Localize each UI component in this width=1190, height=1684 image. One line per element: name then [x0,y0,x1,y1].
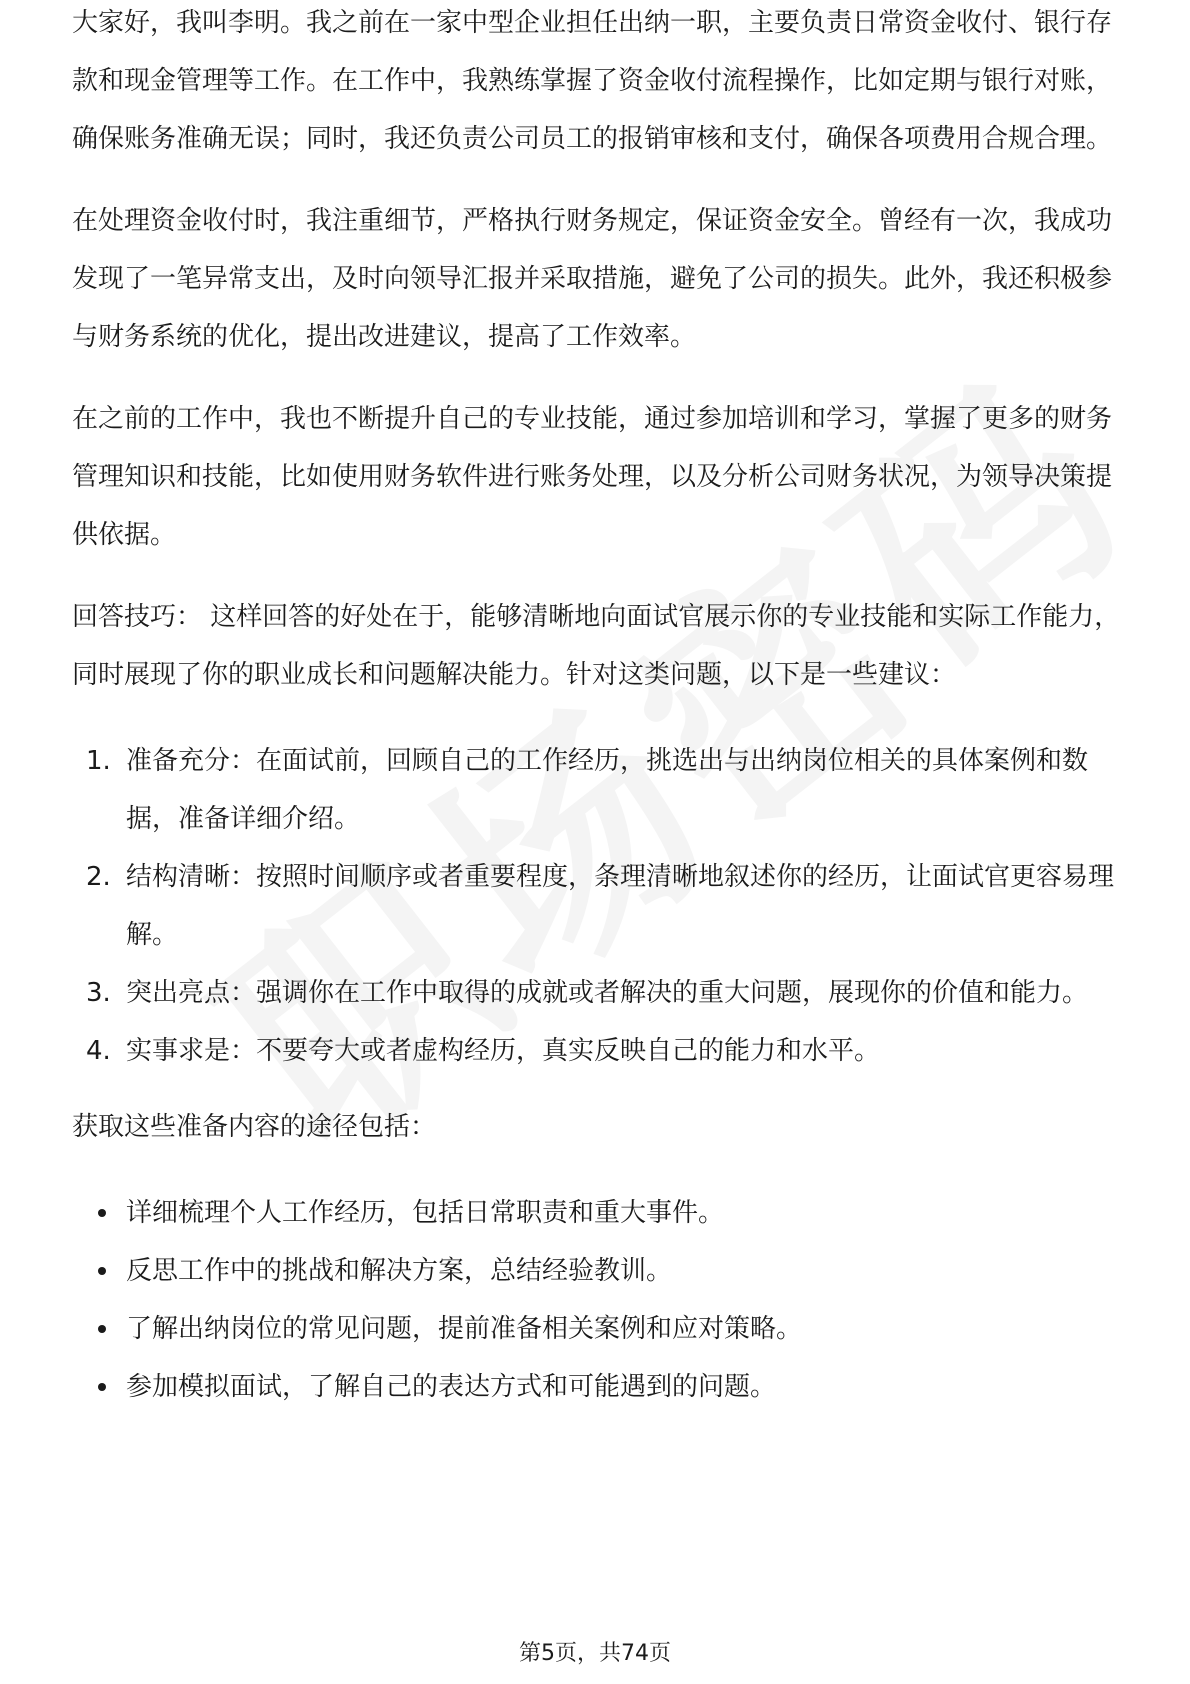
list-item-text: 准备充分：在面试前，回顾自己的工作经历，挑选出与出纳岗位相关的具体案例和数据，准备详细介绍。 [126,746,1089,834]
list-item-text: 了解出纳岗位的常见问题，提前准备相关案例和应对策略。 [126,1314,803,1344]
list-item [72,1300,1122,1358]
paragraph-detail: 在处理资金收付时，我注重细节，严格执行财务规定，保证资金安全。曾经有一次，我成功发现了一笔异常支出，及时向领导汇报并采取措施，避免了公司的损失。此外，我还积极参与财务系统的优化，提出改进建议，提高了工作效率。 [72,206,1113,352]
ways-heading: 获取这些准备内容的途径包括： [72,1112,437,1142]
paragraph-intro: 大家好，我叫李明。我之前在一家中型企业担任出纳一职，主要负责日常资金收付、银行存款和现金管理等工作。在工作中，我熟练掌握了资金收付流程操作，比如定期与银行对账，确保账务准确无误；同时，我还负责公司员工的报销审核和支付，确保各项费用合规合理。 [72,8,1113,154]
bullet-icon [98,1209,106,1217]
list-item [72,1022,1122,1080]
list-item [72,1242,1122,1300]
list-item [72,964,1122,1022]
list-item [72,848,1122,964]
list-number: 2. [86,862,111,892]
paragraph-skills: 在之前的工作中，我也不断提升自己的专业技能，通过参加培训和学习，掌握了更多的财务管理知识和技能，比如使用财务软件进行账务处理，以及分析公司财务状况，为领导决策提供依据。 [72,404,1113,550]
bullet-icon [98,1383,106,1391]
tips-list [72,732,1122,1080]
bullet-icon [98,1325,106,1333]
list-number: 4. [86,1036,111,1066]
page-number: 第5页，共74页 [519,1641,671,1666]
list-item-text: 参加模拟面试，了解自己的表达方式和可能遇到的问题。 [126,1372,777,1402]
list-item [72,1184,1122,1242]
list-item-text: 详细梳理个人工作经历，包括日常职责和重大事件。 [126,1198,725,1228]
list-item-text: 反思工作中的挑战和解决方案，总结经验教训。 [126,1256,673,1286]
list-item [72,1358,1122,1416]
list-item-text: 结构清晰：按照时间顺序或者重要程度，条理清晰地叙述你的经历，让面试官更容易理解。 [126,862,1115,950]
bullet-icon [98,1267,106,1275]
list-item [72,732,1122,848]
list-item-text: 突出亮点：强调你在工作中取得的成就或者解决的重大问题，展现你的价值和能力。 [126,978,1089,1008]
ways-list [72,1184,1122,1416]
list-number: 1. [86,746,111,776]
document-body [72,8,1122,1416]
list-number: 3. [86,978,111,1008]
list-item-text: 实事求是：不要夸大或者虚构经历，真实反映自己的能力和水平。 [126,1036,881,1066]
paragraph-answer-tips: 回答技巧： 这样回答的好处在于，能够清晰地向面试官展示你的专业技能和实际工作能力，同时展现了你的职业成长和问题解决能力。针对这类问题，以下是一些建议： [72,602,1121,690]
